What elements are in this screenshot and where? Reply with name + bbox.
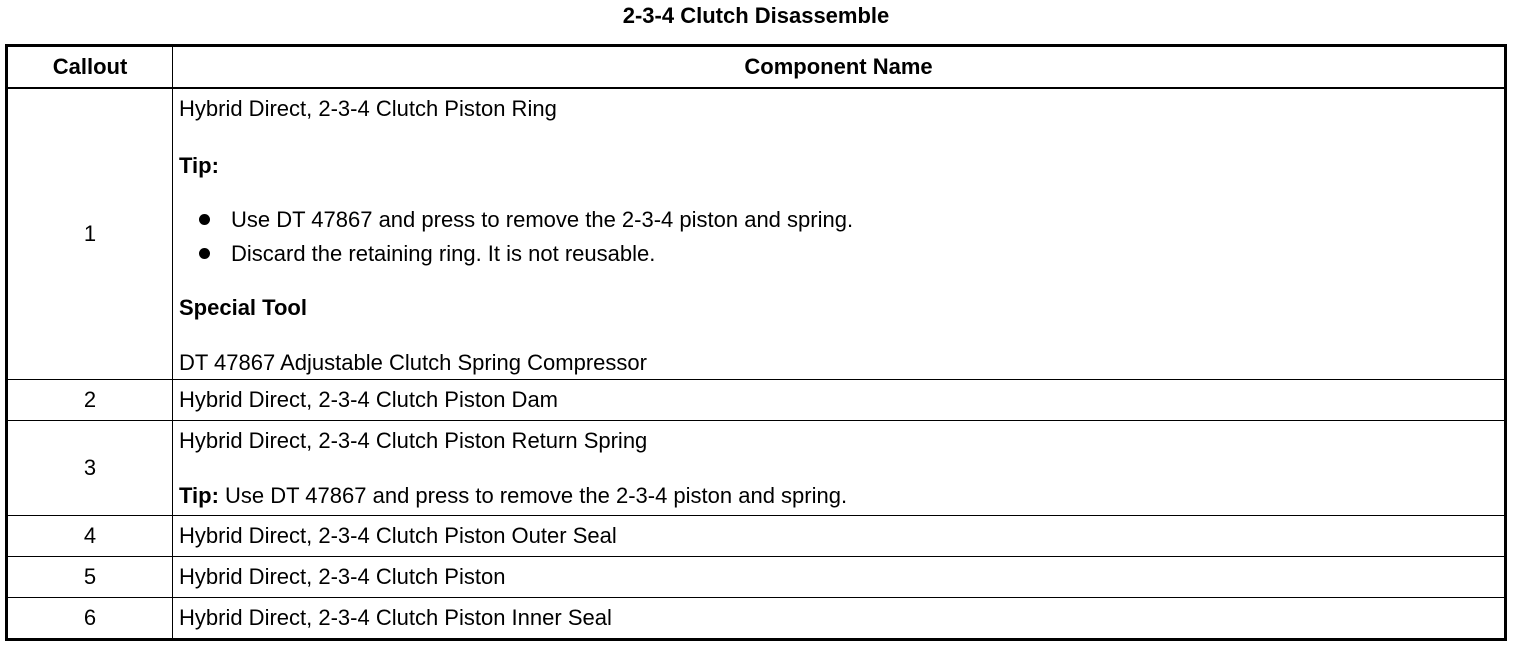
tip-label: Tip: (179, 153, 219, 178)
header-component-name: Component Name (173, 46, 1506, 89)
bullet-icon (199, 248, 210, 259)
callout-table (5, 44, 1507, 641)
tip-bullet-item (199, 207, 853, 233)
component-name: Hybrid Direct, 2-3-4 Clutch Piston Ring (179, 96, 557, 121)
tip-line (179, 483, 847, 509)
callout-number: 2 (7, 380, 173, 421)
callout-number: 6 (7, 598, 173, 640)
tip-label: Tip: (179, 483, 219, 508)
table-header-row (7, 46, 1506, 89)
table-row (7, 598, 1506, 640)
table-row (7, 421, 1506, 516)
tip-bullet-text: Use DT 47867 and press to remove the 2-3-4 piston and spring. (231, 207, 854, 232)
callout-number: 1 (7, 88, 173, 380)
bullet-icon (199, 214, 210, 225)
component-name: Hybrid Direct, 2-3-4 Clutch Piston Return Spring (179, 428, 648, 453)
header-callout: Callout (7, 46, 173, 89)
callout-number: 5 (7, 557, 173, 598)
tip-bullet-item (199, 241, 655, 267)
special-tool-label: Special Tool (179, 295, 307, 320)
table-row (7, 516, 1506, 557)
component-cell (173, 88, 1506, 380)
table-row (7, 380, 1506, 421)
component-name: Hybrid Direct, 2-3-4 Clutch Piston Outer Seal (173, 516, 1506, 557)
component-cell (173, 421, 1506, 516)
component-name: Hybrid Direct, 2-3-4 Clutch Piston Dam (173, 380, 1506, 421)
component-name: Hybrid Direct, 2-3-4 Clutch Piston (173, 557, 1506, 598)
table-row (7, 557, 1506, 598)
tip-text: Use DT 47867 and press to remove the 2-3-4 piston and spring. (218, 483, 848, 508)
tip-bullet-text: Discard the retaining ring. It is not reusable. (231, 241, 656, 266)
callout-number: 3 (7, 421, 173, 516)
component-name: Hybrid Direct, 2-3-4 Clutch Piston Inner Seal (173, 598, 1506, 640)
callout-number: 4 (7, 516, 173, 557)
table-row (7, 88, 1506, 380)
page-title: 2-3-4 Clutch Disassemble (622, 3, 890, 28)
special-tool-name: DT 47867 Adjustable Clutch Spring Compressor (179, 350, 647, 375)
